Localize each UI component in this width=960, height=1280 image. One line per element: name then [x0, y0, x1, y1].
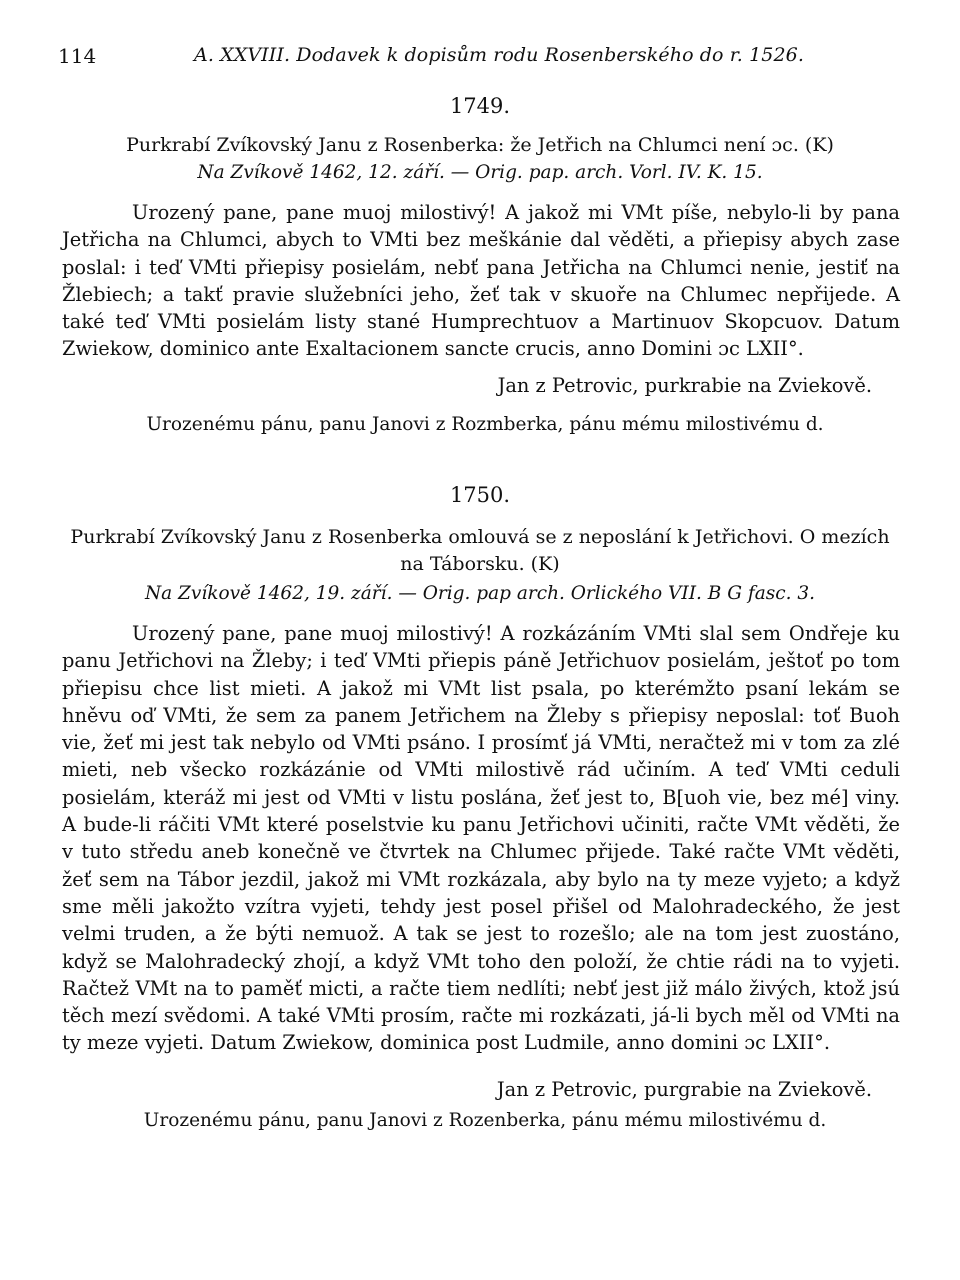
running-head [58, 44, 900, 74]
page-number: 114 [58, 44, 97, 68]
letter-number: 1749. [449, 94, 511, 118]
letter-source: Na Zvíkově 1462, 19. září. — Orig. pap arch. Orlického VII. B G fasc. 3. [144, 583, 816, 604]
letter-signature: Jan z Petrovic, purgrabie na Zviekově. [496, 1078, 872, 1101]
letter-address: Urozenému pánu, panu Janovi z Rozenberka, pánu mému milostivému d. [143, 1110, 827, 1131]
summary-line: Purkrabí Zvíkovský Janu z Rosenberka omlouvá se z neposlání k Jetřichovi. O mezích [70, 526, 890, 548]
letter-source: Na Zvíkově 1462, 12. září. — Orig. pap. arch. Vorl. IV. K. 15. [197, 162, 763, 183]
letter-paragraph: Urozený pane, pane muoj milostivý! A rozkázáním VMti slal sem Ondřeje ku panu Jetřichovi na Žleby; i teď VMti přiepis páně Jetřichuov posielám, ještoť po tom přiepisu chce list mieti. A jakož mi VMt list psala, po kterémžto psaní lekám se hněvu oď VMti, že sem za panem Jetřichem na Žleby s přiepisy neposlal: toť Buoh vie, žeť mi jest tak nebylo od VMti psáno. I prosímť já VMti, neračtež mi v tom za zlé mieti, neb všecko rozkázánie od VMti milostivě rád učiním. A teď VMti ceduli posielám, kteráž mi jest od VMti v listu poslána, žeť jest to, B[uoh vie, bez mé] viny. A bude-li ráčiti VMt které poselstvie ku panu Jetřichovi učiniti, račte VMt věděti, že v tuto středu aneb konečně ve čtvrtek na Chlumec přijede. Také račte VMt věděti, žeť sem na Tábor jezdil, jakož mi VMt rozkázala, aby bylo na ty meze vyjeto; a když sme měli jakožto vzítra vyjeti, tehdy jest posel přišel od Malohradeckého, že jest velmi truden, a že býti nemuož. A tak se jest to rozešlo; ale na tom jest zuostáno, když se Malohradecký zhojí, a když VMt toho den položí, že chtie rádi na to vyjeti. Račtež VMt na to paměť micti, a račte tiem nedlíti; nebť jest již málo živých, ktož jsú těch mezí svědomi. A také VMti prosím, račte mi rozkázati, já-li bych měl od VMti na ty meze vyjeti. Datum Zwiekow, dominica post Ludmile, anno domini ɔc LXII°. [62, 622, 900, 1055]
letter-signature: Jan z Petrovic, purkrabie na Zviekově. [497, 374, 872, 397]
summary-line: na Táborsku. (K) [400, 553, 560, 575]
letter-summary: Purkrabí Zvíkovský Janu z Rosenberka: že Jetřich na Chlumci není ɔc. (K) [126, 134, 834, 156]
running-title: A. XXVIII. Dodavek k dopisům rodu Rosenberského do r. 1526. [194, 44, 804, 66]
letter-summary [60, 524, 900, 578]
letter-number: 1750. [449, 483, 511, 507]
letter-body [62, 199, 900, 363]
letter-paragraph: Urozený pane, pane muoj milostivý! A jakož mi VMt píše, nebylo-li by pana Jetřicha na Chlumci, abych to VMti bez meškánie dal věděti, a přiepisy abych zase poslal: i teď VMti přiepisy posielám, nebť pana Jetřicha na Chlumci nenie, jestiť na Žlebiech; a takť pravie služebníci jeho, žeť tak v skuoře na Chlumec nepřijede. A také teď VMti posielám listy stané Humprechtuov a Martinuov Skopcuov. Datum Zwiekow, dominico ante Exaltacionem sancte crucis, anno Domini ɔc LXII°. [62, 201, 900, 361]
letter-address: Urozenému pánu, panu Janovi z Rozmberka, pánu mému milostivému d. [146, 414, 824, 435]
letter-body [62, 620, 900, 1057]
